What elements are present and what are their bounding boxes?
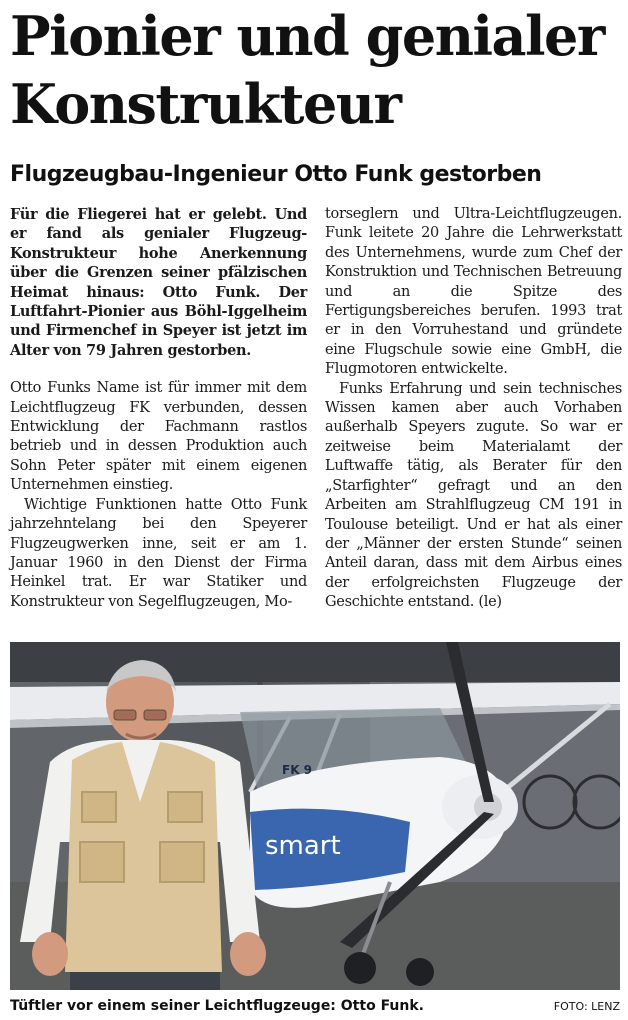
plane-logo-text: smart bbox=[265, 831, 341, 861]
article-photo bbox=[10, 642, 620, 990]
photo-illustration bbox=[10, 642, 620, 990]
plane-registration-text: FK 9 bbox=[282, 763, 313, 777]
article-headline: Pionier und genialer Konstrukteur bbox=[10, 4, 604, 136]
article-column-left bbox=[10, 205, 307, 612]
article-paragraph: torseglern und Ultra-Leichtflugzeugen. Funk leitete 20 Jahre die Lehrwerkstatt des Unternehmens, wurde zum Chef der Konstruktion und Technischen Betreuung und an die Spitze des Fertigungsbereiches berufen. 1993 trat er in den Vorruhestand und gründete eine Flugschule sowie eine GmbH, die Flugmotoren entwickelte. bbox=[325, 206, 622, 378]
article-paragraph: Otto Funks Name ist für immer mit dem Leichtflugzeug FK verbunden, dessen Entwicklung der Fachmann rastlos betrieb und in dessen Produktion auch Sohn Peter später mit einem eigenen Unternehmen einstieg. bbox=[10, 380, 307, 494]
photo-credit: FOTO: LENZ bbox=[553, 1000, 620, 1013]
article-subheadline: Flugzeugbau-Ingenieur Otto Funk gestorben bbox=[10, 162, 542, 187]
article-column-right bbox=[325, 205, 622, 613]
photo-caption: Tüftler vor einem seiner Leichtflugzeuge: Otto Funk. bbox=[10, 998, 424, 1014]
article-lead: Für die Fliegerei hat er gelebt. Und er fand als genialer Flugzeug-Konstrukteur hohe Anerkennung über die Grenzen seiner pfälzischen Heimat hinaus: Otto Funk. Der Luftfahrt-Pionier aus Böhl-Iggelheim und Firmenchef in Speyer ist jetzt im Alter von 79 Jahren gestorben. bbox=[10, 206, 307, 359]
article-paragraph: Wichtige Funktionen hatte Otto Funk jahrzehntelang bei den Speyerer Flugzeugwerken inne, seit er am 1. Januar 1960 in den Dienst der Firma Heinkel trat. Er war Statiker und Konstrukteur von Segelflugzeugen, Mo- bbox=[10, 496, 307, 610]
article-paragraph: Funks Erfahrung und sein technisches Wissen kamen aber auch Vorhaben außerhalb Speyers zugute. So war er zeitweise beim Materialamt der Luftwaffe tätig, als Berater für den „Starfighter“ gefragt und an den Arbeiten am Strahlflugzeug CM 191 in Toulouse beteiligt. Und er hat als einer der „Männer der ersten Stunde“ seinen Anteil daran, dass mit dem Airbus eines der erfolgreichsten Flugzeuge der Geschichte entstand. (le) bbox=[325, 380, 622, 611]
